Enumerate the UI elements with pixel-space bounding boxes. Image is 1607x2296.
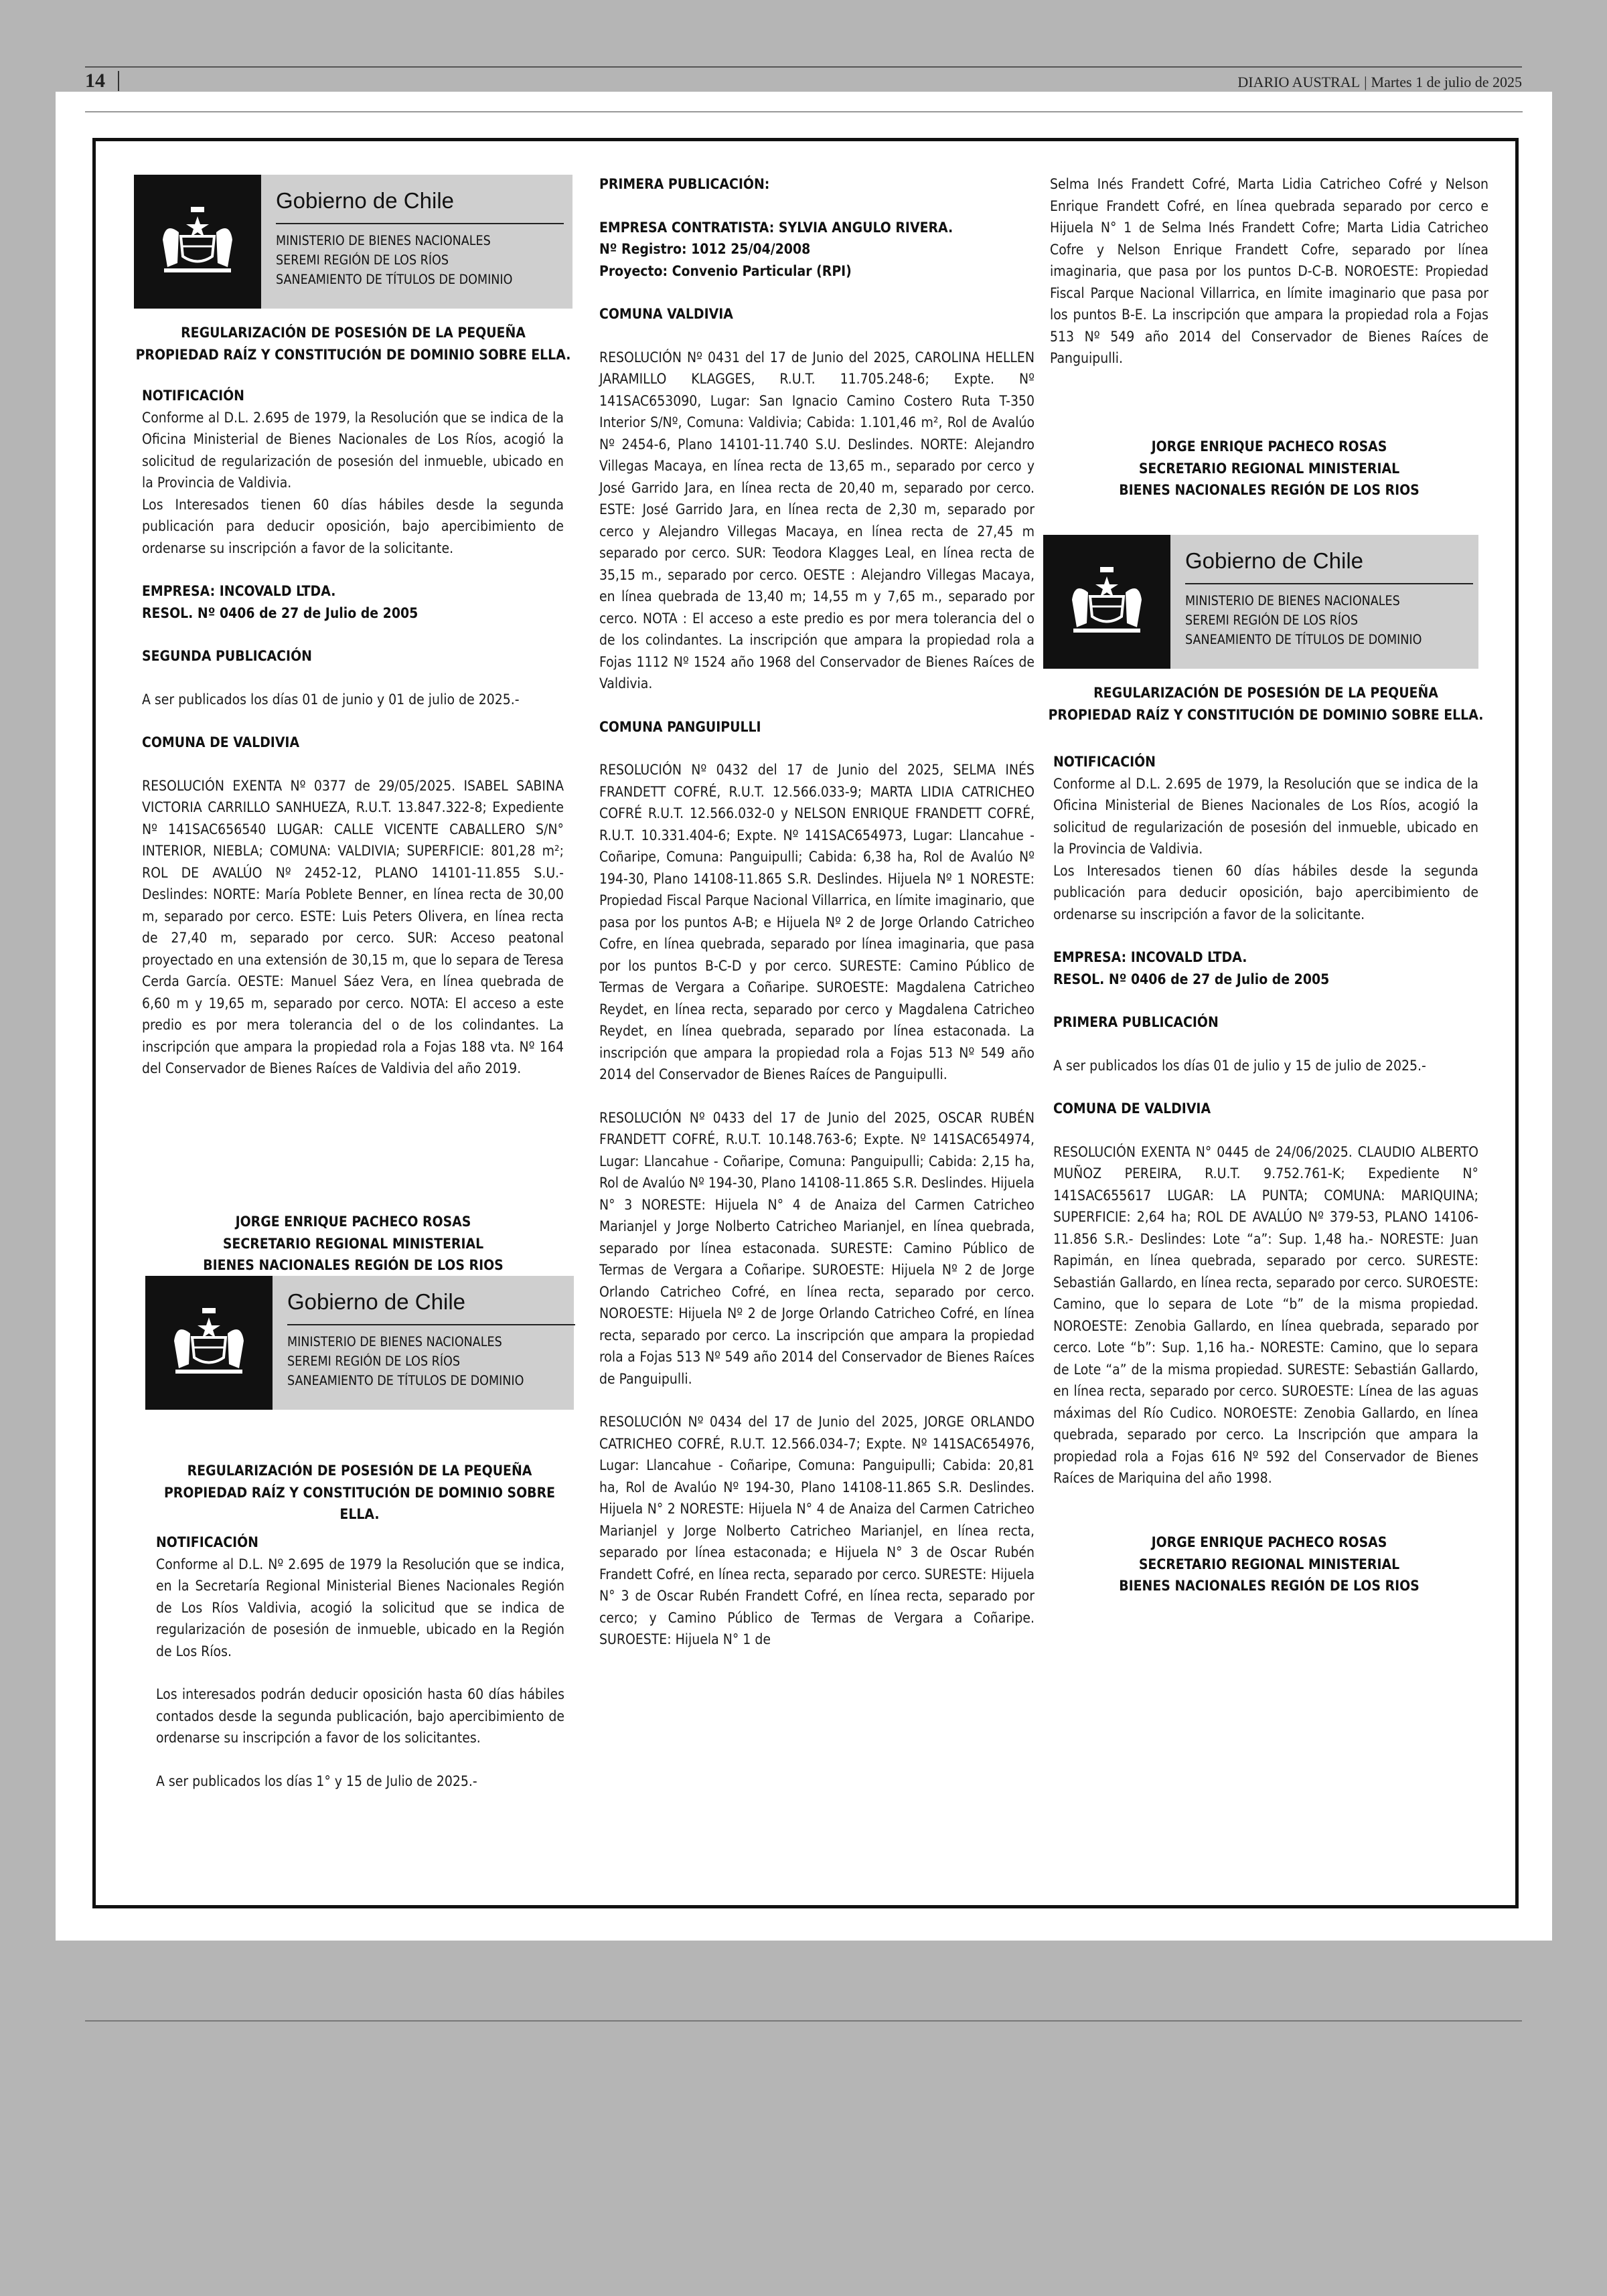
newspaper-page — [56, 92, 1552, 1941]
page-number: 14 — [85, 70, 105, 92]
reg-title-line2: PROPIEDAD RAÍZ Y CONSTITUCIÓN DE DOMINIO SOBRE ELLA. — [135, 346, 571, 363]
column-3-cont — [1050, 173, 1488, 370]
notice-1 — [134, 322, 572, 365]
comuna-panguipulli-heading: COMUNA PANGUIPULLI — [599, 718, 761, 735]
segunda-publicacion: SEGUNDA PUBLICACIÓN — [142, 648, 312, 664]
signature-title: SECRETARIO REGIONAL MINISTERIAL — [1138, 460, 1400, 477]
notificacion-heading: NOTIFICACIÓN — [156, 1534, 258, 1550]
gov-title-rule — [1185, 583, 1473, 584]
gov-seremi: SEREMI REGIÓN DE LOS RÍOS — [276, 252, 449, 268]
reg-title-line1: REGULARIZACIÓN DE POSESIÓN DE LA PEQUEÑA — [187, 1463, 532, 1479]
signature-name: JORGE ENRIQUE PACHECO ROSAS — [1151, 438, 1387, 455]
resolucion-0431: RESOLUCIÓN Nº 0431 del 17 de Junio del 2025, CAROLINA HELLEN JARAMILLO KLAGGES, R.U.T. 11.705.248-6; Expte. Nº 141SAC653090, Lugar: San Ignacio Camino Costero Ruta T-350 Interior S/Nº, Comuna: Valdivia; Cabida: 1.101,46 m², Rol de Avalúo Nº 2454-6, Plano 14101-11.740 S.U. Deslindes. NORTE: Alejandro Villegas Macaya, en línea recta de 13,65 m., separado por cerco y José Garrido Jara, en línea recta de 20,40 m, separado por cerco. ESTE: José Garrido Jara, en línea recta de 2,30 m, separado por cerco y Alejandro Villegas Macaya, en línea recta de 27,45 m separado por cerco. SUR: Teodora Klagges Leal, en línea recta de 35,15 m., separado por cerco. OESTE : Alejandro Villegas Macaya, en línea quebrada de 13,40 m; 14,55 m y 7,65 m., separado por cerco. NOTA : El acceso a este predio es por mera tolerancia del o de los colindantes. La inscripción que ampara la propiedad rola a Fojas 1112 Nº 1524 año 1968 del Conservador de Bienes Raíces de Valdivia. — [599, 349, 1035, 691]
resol-label: RESOL. Nº 0406 de 27 de Julio de 2005 — [1053, 971, 1330, 987]
signature-title: SECRETARIO REGIONAL MINISTERIAL — [1138, 1556, 1400, 1572]
notice-frame — [92, 138, 1519, 1908]
notice-2-body — [156, 1532, 564, 1792]
primera-publicacion: PRIMERA PUBLICACIÓN — [1053, 1014, 1219, 1030]
gov-seremi: SEREMI REGIÓN DE LOS RÍOS — [1185, 612, 1358, 628]
gov-title-rule — [276, 223, 564, 224]
resol-label: RESOL. Nº 0406 de 27 de Julio de 2005 — [142, 604, 418, 621]
signature-region: BIENES NACIONALES REGIÓN DE LOS RIOS — [1119, 482, 1420, 498]
notice-1-body — [142, 385, 564, 1080]
notificacion-text: Conforme al D.L. 2.695 de 1979, la Resolución que se indica de la Oficina Ministerial de Bienes Nacionales de Los Ríos, acogió la solicitud de regularización de posesión del inmueble, ubicado en la Provincia de Valdivia. — [142, 409, 564, 491]
signature-3 — [1050, 1532, 1488, 1597]
notificacion-text-2: Los Interesados tienen 60 días hábiles desde la segunda publicación para deducir oposición, bajo apercibimiento de ordenarse su inscripción a favor de la solicitante. — [142, 496, 564, 556]
publication-dates: A ser publicados los días 1° y 15 de Julio de 2025.- — [156, 1773, 477, 1789]
signature-name: JORGE ENRIQUE PACHECO ROSAS — [1151, 1534, 1387, 1550]
gov-logo — [1043, 535, 1478, 669]
notificacion-heading: NOTIFICACIÓN — [1053, 754, 1156, 770]
reg-title-line2: PROPIEDAD RAÍZ Y CONSTITUCIÓN DE DOMINIO SOBRE ELLA. — [163, 1484, 556, 1522]
signature-region: BIENES NACIONALES REGIÓN DE LOS RIOS — [1119, 1578, 1420, 1594]
gov-logo-mark — [1043, 535, 1170, 669]
gov-logo-block-3 — [1043, 535, 1478, 669]
publication-date: Martes 1 de julio de 2025 — [1371, 74, 1522, 90]
resolucion-0377: RESOLUCIÓN EXENTA Nº 0377 de 29/05/2025. ISABEL SABINA VICTORIA CARRILLO SANHUEZA, R.U.T. 13.847.322-8; Expediente Nº 141SAC656540 LUGAR: CALLE VICENTE CABALLERO S/N° INTERIOR, NIEBLA; COMUNA: VALDIVIA; SUPERFICIE: 801,28 m²; ROL DE AVALÚO Nº 2452-12, PLANO 14101-11.855 S.U.- Deslindes: NORTE: María Poblete Benner, en línea recta de 30,00 m, separado por cerco. ESTE: Luis Peters Olivera, en línea recta de 27,40 m, separado por cerco. SUR: Acceso peatonal proyectado en una extensión de 30,15 m, que lo separa de Teresa Cerda García. OESTE: Manuel Sáez Vera, en línea quebrada de 6,60 m y 19,65 m, separado por cerco. NOTA: El acceso a este predio es por mera tolerancia del o de los colindantes. La inscripción que ampara la propiedad rola a Fojas 188 vta. Nº 164 del Conservador de Bienes Raíces de Valdivia del año 2019. — [142, 777, 564, 1076]
header-rule — [85, 66, 1522, 68]
gov-program: SANEAMIENTO DE TÍTULOS DE DOMINIO — [287, 1373, 524, 1388]
gov-program: SANEAMIENTO DE TÍTULOS DE DOMINIO — [276, 272, 513, 287]
resolucion-0434-continued: Selma Inés Frandett Cofré, Marta Lidia Catricheo Cofré y Nelson Enrique Frandett Cofré, en línea quebrada separado por cerco e Hijuela N° 1 de Selma Inés Frandett Cofre; Marta Lidia Catricheo Cofre y Nelson Enrique Frandett Cofre, separado por línea imaginaria, que pasa por los puntos D-C-B. NOROESTE: Propiedad Fiscal Parque Nacional Villarrica, en límite imaginario que pasa por los puntos B-E. La inscripción que ampara la propiedad rola a Fojas 513 Nº 549 año 2014 del Conservador de Bienes Raíces de Panguipulli. — [1050, 176, 1488, 366]
gov-logo-block — [134, 175, 572, 309]
publication-dates: A ser publicados los días 01 de junio y 01 de julio de 2025.- — [142, 691, 520, 708]
empresa-label: EMPRESA: INCOVALD LTDA. — [1053, 949, 1247, 965]
gov-seremi: SEREMI REGIÓN DE LOS RÍOS — [287, 1354, 460, 1369]
signature-name: JORGE ENRIQUE PACHECO ROSAS — [235, 1214, 471, 1230]
publication-dates: A ser publicados los días 01 de julio y 15 de julio de 2025.- — [1053, 1057, 1426, 1074]
gov-title: Gobierno de Chile — [1185, 548, 1363, 573]
signature-region: BIENES NACIONALES REGIÓN DE LOS RIOS — [203, 1257, 504, 1273]
reg-title-line2: PROPIEDAD RAÍZ Y CONSTITUCIÓN DE DOMINIO SOBRE ELLA. — [1048, 706, 1484, 723]
header-separator — [118, 71, 119, 91]
footer-rule — [85, 2020, 1522, 2022]
notificacion-heading: NOTIFICACIÓN — [142, 388, 244, 404]
notificacion-text: Conforme al D.L. Nº 2.695 de 1979 la Resolución que se indica, en la Secretaría Regional Ministerial Bienes Nacionales Región de Los Ríos Valdivia, acogió la solicitud que se indica de regularización de posesión de inmueble, ubicado en la Región de Los Ríos. — [156, 1556, 564, 1659]
gov-logo-mark — [145, 1276, 273, 1410]
resolucion-0434: RESOLUCIÓN Nº 0434 del 17 de Junio del 2025, JORGE ORLANDO CATRICHEO COFRÉ, R.U.T. 12.566.034-7; Expte. Nº 141SAC654976, Lugar: Llancahue - Coñaripe, Comuna: Panguipulli; Cabida: 20,81 ha, Rol de Avalúo Nº 194-30, Plano 14108-11.865 S.R. Deslindes. Hijuela N° 2 NORESTE: Hijuela N° 4 de Anaiza del Carmen Catricheo Marianjel y Jorge Nolberto Catricheo Marianjel, en línea recta, separado por línea estaconada; e Hijuela N° 3 de Oscar Rubén Frandett Cofré, en línea recta, separado por cerco. SURESTE: Hijuela N° 3 de Oscar Rubén Frandett Cofré, en línea recta, separado por cerco; y Camino Público de Termas de Vergara a Coñaripe. SUROESTE: Hijuela N° 1 de — [599, 1414, 1035, 1647]
gov-program: SANEAMIENTO DE TÍTULOS DE DOMINIO — [1185, 632, 1422, 647]
publication-name: DIARIO AUSTRAL — [1237, 74, 1361, 90]
contratista: EMPRESA CONTRATISTA: SYLVIA ANGULO RIVERA. — [599, 219, 953, 236]
gov-title: Gobierno de Chile — [276, 188, 454, 213]
gov-ministry: MINISTERIO DE BIENES NACIONALES — [287, 1334, 502, 1349]
comuna-heading: COMUNA DE VALDIVIA — [142, 734, 300, 750]
resolucion-0445: RESOLUCIÓN EXENTA N° 0445 de 24/06/2025. CLAUDIO ALBERTO MUÑOZ PEREIRA, R.U.T. 9.752.761-K; Expediente N° 141SAC655617 LUGAR: LA PUNTA; COMUNA: MARIQUINA; SUPERFICIE: 2,64 ha; ROL DE AVALÚO Nº 379-53, PLANO 14106-11.856 S.R.- Deslindes: Lote “a”: Sup. 1,48 ha.- NORESTE: Juan Rapimán, en línea quebrada, separado por cerco. SURESTE: Sebastián Gallardo, en línea recta, separado por cerco. SUROESTE: Camino, que lo separa de Lote “b” de la misma propiedad. NOROESTE: Zenobia Gallardo, en línea quebrada, separado por cerco. Lote “b”: Sup. 1,16 ha.- NORESTE: Camino, que lo separa de Lote “a” de la misma propiedad. SURESTE: Sebastián Gallardo, en línea recta, separado por cerco. SUROESTE: Línea de las aguas máximas del Río Cudico. NOROESTE: Zenobia Gallardo, en línea quebrada, separado por cerco. La Inscripción que ampara la propiedad rola a Fojas 616 Nº 592 del Conservador de Bienes Raíces de Mariquina del año 1998. — [1053, 1143, 1478, 1486]
proyecto: Proyecto: Convenio Particular (RPI) — [599, 262, 852, 279]
gov-logo — [134, 175, 572, 309]
signature-2 — [1050, 436, 1488, 501]
resolucion-0433: RESOLUCIÓN Nº 0433 del 17 de Junio del 2025, OSCAR RUBÉN FRANDETT COFRÉ, R.U.T. 10.148.763-6; Expte. Nº 141SAC654974, Lugar: Llancahue - Coñaripe, Comuna: Panguipulli; Cabida: 2,15 ha, Rol de Avalúo Nº 194-30, Plano 14108-11.865 S.R. Deslindes. Hijuela N° 3 NORESTE: Hijuela N° 4 de Anaiza del Carmen Catricheo Marianjel y Jorge Nolberto Catricheo Marianjel, en línea quebrada, separado por línea estaconada. SURESTE: Camino Público de Termas de Vergara a Coñaripe. SUROESTE: Hijuela Nº 2 de Jorge Orlando Catricheo Cofré, en línea recta, separado por cerco. NOROESTE: Hijuela Nº 2 de Jorge Orlando Catricheo Cofré, en línea recta, separado por cerco. La inscripción que ampara la propiedad rola a Fojas 513 Nº 549 año 2014 del Conservador de Bienes Raíces de Panguipulli. — [599, 1109, 1035, 1387]
reg-title-line1: REGULARIZACIÓN DE POSESIÓN DE LA PEQUEÑA — [1093, 685, 1438, 701]
publication-header — [1237, 74, 1522, 91]
gov-ministry: MINISTERIO DE BIENES NACIONALES — [276, 233, 491, 248]
reg-title-line1: REGULARIZACIÓN DE POSESIÓN DE LA PEQUEÑA — [181, 325, 526, 341]
gov-title: Gobierno de Chile — [287, 1289, 465, 1314]
gov-logo-mark — [134, 175, 261, 309]
gov-ministry: MINISTERIO DE BIENES NACIONALES — [1185, 593, 1400, 608]
signature-1 — [134, 1211, 572, 1277]
chile-coat-of-arms-icon — [157, 203, 238, 276]
chile-coat-of-arms-icon — [1067, 563, 1147, 637]
notice-3-body — [1053, 751, 1478, 1489]
comuna-valdivia-heading: COMUNA VALDIVIA — [599, 306, 733, 322]
resolucion-0432: RESOLUCIÓN Nº 0432 del 17 de Junio del 2025, SELMA INÉS FRANDETT COFRÉ, R.U.T. 12.566.033-9; MARTA LIDIA CATRICHEO COFRÉ R.U.T. 12.566.032-0 y NELSON ENRIQUE FRANDETT COFRÉ, R.U.T. 10.331.404-6; Expte. Nº 141SAC654973, Lugar: Llancahue - Coñaripe, Comuna: Panguipulli; Cabida: 6,38 ha, Rol de Avalúo Nº 194-30, Plano 14108-11.865 S.R. Deslindes. Hijuela Nº 1 NORESTE: Propiedad Fiscal Parque Nacional Villarrica, en límite imaginario, que pasa por los puntos A-B; e Hijuela Nº 2 de Jorge Orlando Catricheo Cofre, en línea quebrada, separado por línea imaginaria, que pasa por los puntos B-C-D y por cerco. SURESTE: Camino Público de Termas de Vergara a Coñaripe. SUROESTE: Magdalena Catricheo Reydet, en línea recta, separado por cerco y Magdalena Catricheo Reydet, en línea quebrada, separado por línea estaconada. La inscripción que ampara la propiedad rola a Fojas 513 Nº 549 año 2014 del Conservador de Bienes Raíces de Panguipulli. — [599, 762, 1035, 1082]
header-bar: | — [1364, 74, 1367, 90]
notificacion-text-2: Los interesados podrán deducir oposición hasta 60 días hábiles contados desde la segunda publicación, bajo apercibimiento de ordenarse su inscripción a favor de los solicitantes. — [156, 1686, 564, 1746]
chile-coat-of-arms-icon — [169, 1304, 249, 1378]
comuna-heading: COMUNA DE VALDIVIA — [1053, 1100, 1211, 1117]
notice-3 — [1043, 682, 1488, 726]
empresa-label: EMPRESA: INCOVALD LTDA. — [142, 583, 336, 599]
column-2-text — [599, 173, 1035, 1651]
registro: Nº Registro: 1012 25/04/2008 — [599, 241, 811, 257]
sheet-rule — [85, 111, 1523, 112]
gov-logo-block-2 — [145, 1276, 574, 1410]
gov-logo — [145, 1276, 574, 1410]
notificacion-text-2: Los Interesados tienen 60 días hábiles desde la segunda publicación para deducir oposición, bajo apercibimiento de ordenarse su inscripción a favor de la solicitante. — [1053, 862, 1478, 922]
gov-title-rule — [287, 1324, 575, 1325]
notice-2 — [145, 1460, 574, 1526]
notificacion-text: Conforme al D.L. 2.695 de 1979, la Resolución que se indica de la Oficina Ministerial de Bienes Nacionales de Los Ríos, acogió la solicitud de regularización de posesión del inmueble, ubicado en la Provincia de Valdivia. — [1053, 775, 1478, 857]
primera-publicacion: PRIMERA PUBLICACIÓN: — [599, 176, 770, 192]
signature-title: SECRETARIO REGIONAL MINISTERIAL — [222, 1235, 484, 1252]
